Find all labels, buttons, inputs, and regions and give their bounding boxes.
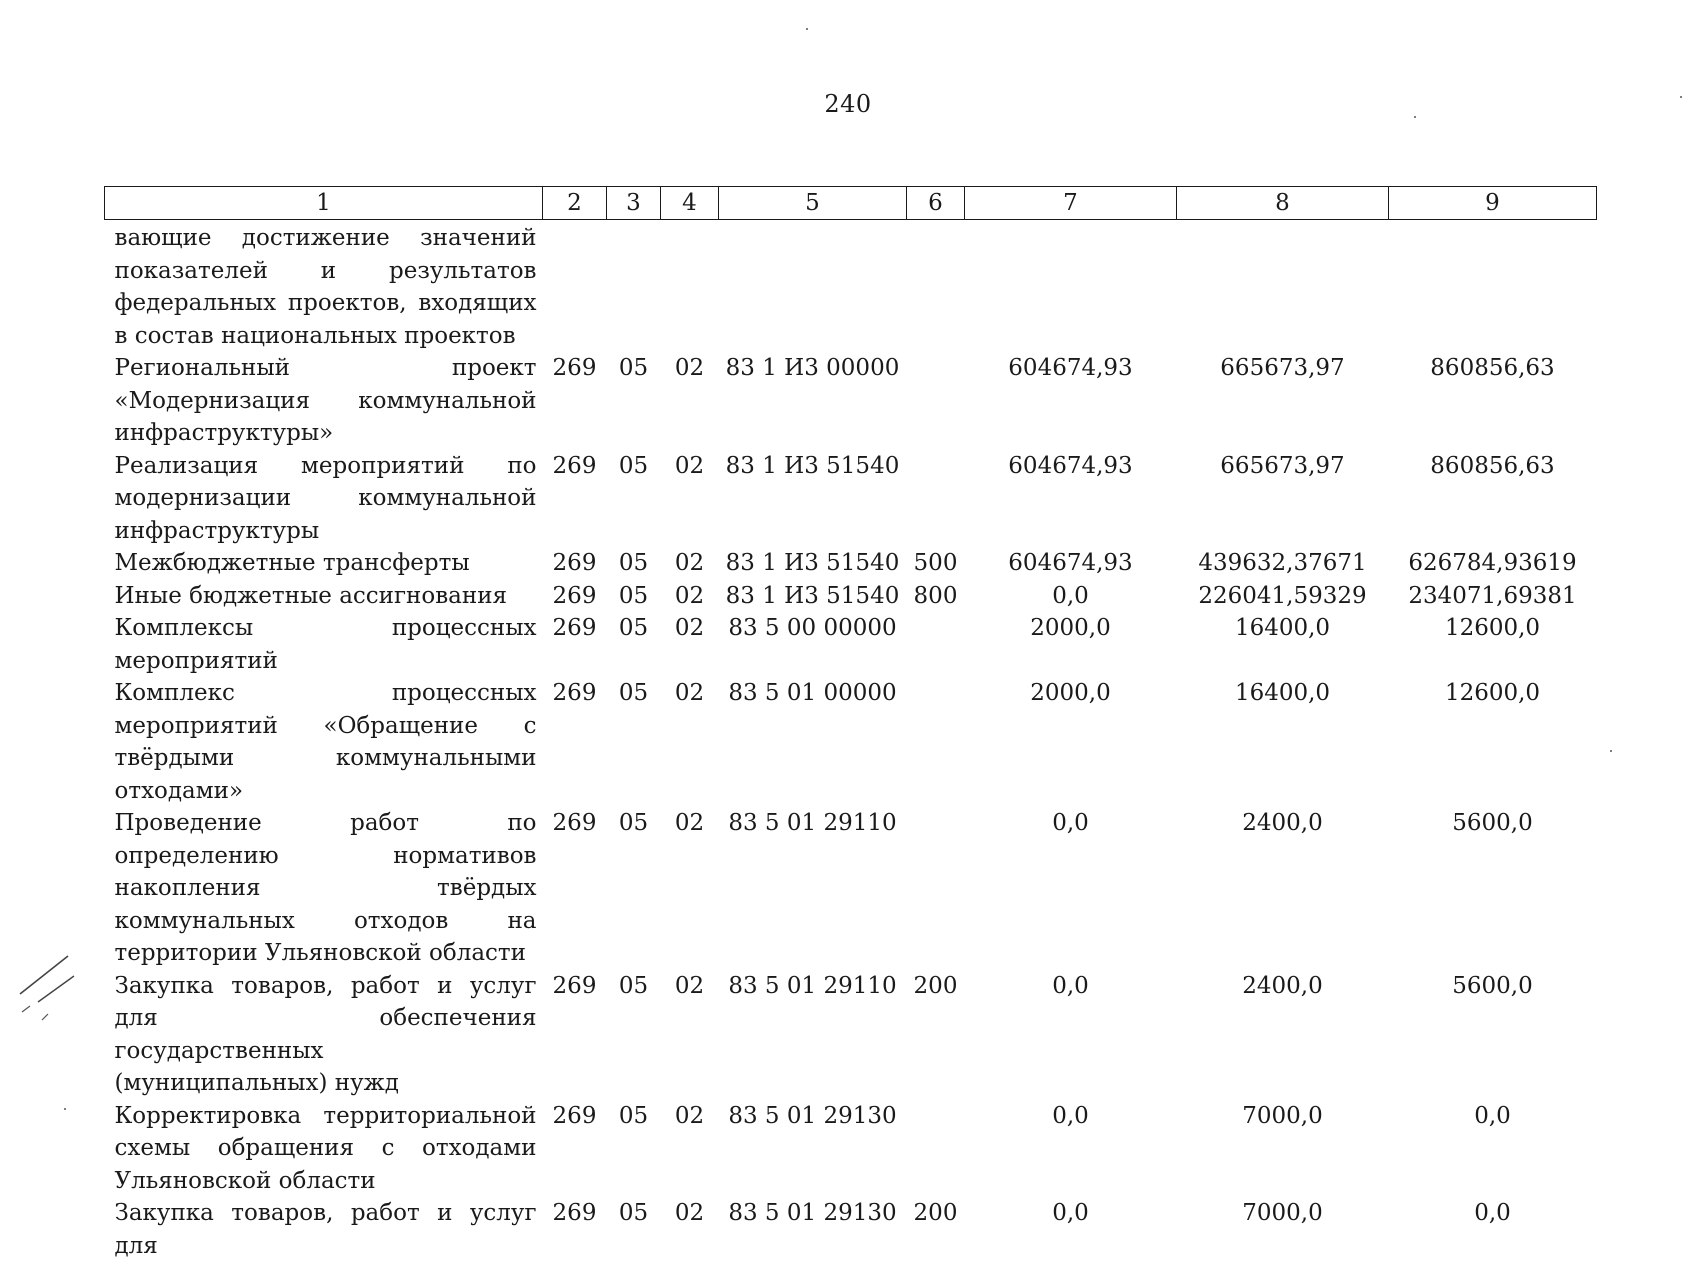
row-target-article: 83 5 01 29110 bbox=[719, 970, 907, 1100]
row-expense-type bbox=[907, 807, 965, 970]
row-expense-type: 800 bbox=[907, 580, 965, 613]
handwritten-pen-mark bbox=[14, 950, 94, 1030]
row-target-article: 83 5 01 29130 bbox=[719, 1197, 907, 1262]
row-ministry-code: 269 bbox=[543, 612, 607, 677]
scan-speck bbox=[1610, 750, 1612, 752]
row-amount-col9: 5600,0 bbox=[1389, 970, 1597, 1100]
row-name: Реализация мероприятий по модернизации коммунальной инфраструктуры bbox=[105, 450, 543, 548]
table-row bbox=[105, 547, 1597, 580]
row-name: Межбюджетные трансферты bbox=[105, 547, 543, 580]
row-subsection-code: 02 bbox=[661, 352, 719, 450]
row-subsection-code: 02 bbox=[661, 970, 719, 1100]
page-number: 240 bbox=[0, 90, 1696, 118]
table-row bbox=[105, 612, 1597, 677]
row-expense-type bbox=[907, 612, 965, 677]
row-expense-type bbox=[907, 352, 965, 450]
row-amount-col7: 2000,0 bbox=[965, 612, 1177, 677]
row-section-code: 05 bbox=[607, 970, 661, 1100]
row-amount-col8 bbox=[1177, 220, 1389, 353]
row-name: Корректировка территориальной схемы обращения с отходами Ульяновской области bbox=[105, 1100, 543, 1198]
budget-table bbox=[104, 186, 1597, 1262]
row-amount-col8: 226041,59329 bbox=[1177, 580, 1389, 613]
row-amount-col7: 604674,93 bbox=[965, 547, 1177, 580]
row-target-article: 83 1 И3 00000 bbox=[719, 352, 907, 450]
row-name: вающие достижение значений показателей и результатов федеральных проектов, входящих в состав национальных проектов bbox=[105, 220, 543, 353]
row-expense-type: 200 bbox=[907, 970, 965, 1100]
row-ministry-code: 269 bbox=[543, 677, 607, 807]
row-expense-type: 500 bbox=[907, 547, 965, 580]
scan-speck bbox=[1414, 116, 1416, 118]
row-amount-col9 bbox=[1389, 220, 1597, 353]
row-amount-col9: 5600,0 bbox=[1389, 807, 1597, 970]
row-amount-col9: 626784,93619 bbox=[1389, 547, 1597, 580]
row-amount-col9: 0,0 bbox=[1389, 1100, 1597, 1198]
row-amount-col9: 12600,0 bbox=[1389, 677, 1597, 807]
row-target-article: 83 1 И3 51540 bbox=[719, 450, 907, 548]
row-ministry-code: 269 bbox=[543, 1197, 607, 1262]
header-col-8: 8 bbox=[1177, 187, 1389, 220]
row-target-article: 83 5 01 29130 bbox=[719, 1100, 907, 1198]
row-name: Комплекс процессных мероприятий «Обращение с твёрдыми коммунальными отходами» bbox=[105, 677, 543, 807]
row-amount-col8: 7000,0 bbox=[1177, 1197, 1389, 1262]
row-section-code bbox=[607, 220, 661, 353]
table-row bbox=[105, 970, 1597, 1100]
row-amount-col9: 0,0 bbox=[1389, 1197, 1597, 1262]
row-amount-col7 bbox=[965, 220, 1177, 353]
header-col-4: 4 bbox=[661, 187, 719, 220]
row-subsection-code: 02 bbox=[661, 1100, 719, 1198]
row-amount-col7: 0,0 bbox=[965, 580, 1177, 613]
table-row bbox=[105, 807, 1597, 970]
row-name: Комплексы процессных мероприятий bbox=[105, 612, 543, 677]
header-col-1: 1 bbox=[105, 187, 543, 220]
row-amount-col7: 0,0 bbox=[965, 1197, 1177, 1262]
row-amount-col8: 16400,0 bbox=[1177, 612, 1389, 677]
row-amount-col8: 2400,0 bbox=[1177, 807, 1389, 970]
table-row bbox=[105, 580, 1597, 613]
row-target-article: 83 5 01 00000 bbox=[719, 677, 907, 807]
row-amount-col8: 665673,97 bbox=[1177, 352, 1389, 450]
header-col-3: 3 bbox=[607, 187, 661, 220]
header-col-6: 6 bbox=[907, 187, 965, 220]
row-name: Иные бюджетные ассигнования bbox=[105, 580, 543, 613]
row-amount-col8: 665673,97 bbox=[1177, 450, 1389, 548]
row-target-article: 83 5 00 00000 bbox=[719, 612, 907, 677]
row-target-article: 83 1 И3 51540 bbox=[719, 580, 907, 613]
row-amount-col7: 0,0 bbox=[965, 970, 1177, 1100]
row-expense-type bbox=[907, 677, 965, 807]
row-section-code: 05 bbox=[607, 450, 661, 548]
row-expense-type bbox=[907, 450, 965, 548]
row-subsection-code: 02 bbox=[661, 1197, 719, 1262]
row-ministry-code: 269 bbox=[543, 547, 607, 580]
row-amount-col9: 12600,0 bbox=[1389, 612, 1597, 677]
row-target-article: 83 1 И3 51540 bbox=[719, 547, 907, 580]
header-col-2: 2 bbox=[543, 187, 607, 220]
row-expense-type bbox=[907, 220, 965, 353]
table-row bbox=[105, 677, 1597, 807]
scan-speck bbox=[64, 1108, 66, 1110]
row-name: Региональный проект «Модернизация коммунальной инфраструктуры» bbox=[105, 352, 543, 450]
table-row bbox=[105, 1197, 1597, 1262]
row-amount-col9: 860856,63 bbox=[1389, 352, 1597, 450]
table-header bbox=[105, 187, 1597, 220]
row-name: Проведение работ по определению нормативов накопления твёрдых коммунальных отходов на территории Ульяновской области bbox=[105, 807, 543, 970]
row-target-article bbox=[719, 220, 907, 353]
row-subsection-code: 02 bbox=[661, 547, 719, 580]
header-col-9: 9 bbox=[1389, 187, 1597, 220]
table-row bbox=[105, 352, 1597, 450]
scan-speck bbox=[1680, 96, 1682, 98]
row-target-article: 83 5 01 29110 bbox=[719, 807, 907, 970]
table-row bbox=[105, 450, 1597, 548]
row-subsection-code: 02 bbox=[661, 612, 719, 677]
row-amount-col9: 234071,69381 bbox=[1389, 580, 1597, 613]
row-amount-col7: 2000,0 bbox=[965, 677, 1177, 807]
row-subsection-code: 02 bbox=[661, 807, 719, 970]
row-name: Закупка товаров, работ и услуг для обеспечения государственных (муниципальных) нужд bbox=[105, 970, 543, 1100]
table-row bbox=[105, 1100, 1597, 1198]
row-section-code: 05 bbox=[607, 1100, 661, 1198]
row-ministry-code: 269 bbox=[543, 450, 607, 548]
row-section-code: 05 bbox=[607, 677, 661, 807]
row-subsection-code bbox=[661, 220, 719, 353]
row-ministry-code: 269 bbox=[543, 807, 607, 970]
row-expense-type bbox=[907, 1100, 965, 1198]
scan-speck bbox=[806, 28, 808, 30]
row-expense-type: 200 bbox=[907, 1197, 965, 1262]
header-row bbox=[105, 187, 1597, 220]
row-name: Закупка товаров, работ и услуг для bbox=[105, 1197, 543, 1262]
row-amount-col7: 604674,93 bbox=[965, 352, 1177, 450]
row-section-code: 05 bbox=[607, 1197, 661, 1262]
row-amount-col7: 0,0 bbox=[965, 807, 1177, 970]
row-ministry-code: 269 bbox=[543, 1100, 607, 1198]
row-section-code: 05 bbox=[607, 807, 661, 970]
row-amount-col8: 7000,0 bbox=[1177, 1100, 1389, 1198]
row-amount-col7: 0,0 bbox=[965, 1100, 1177, 1198]
row-amount-col8: 16400,0 bbox=[1177, 677, 1389, 807]
table-body bbox=[105, 220, 1597, 1262]
row-section-code: 05 bbox=[607, 352, 661, 450]
row-ministry-code: 269 bbox=[543, 352, 607, 450]
row-subsection-code: 02 bbox=[661, 450, 719, 548]
row-ministry-code: 269 bbox=[543, 580, 607, 613]
row-amount-col8: 439632,37671 bbox=[1177, 547, 1389, 580]
row-section-code: 05 bbox=[607, 612, 661, 677]
header-col-5: 5 bbox=[719, 187, 907, 220]
row-subsection-code: 02 bbox=[661, 580, 719, 613]
table-row bbox=[105, 220, 1597, 353]
row-amount-col7: 604674,93 bbox=[965, 450, 1177, 548]
row-amount-col9: 860856,63 bbox=[1389, 450, 1597, 548]
row-ministry-code bbox=[543, 220, 607, 353]
row-amount-col8: 2400,0 bbox=[1177, 970, 1389, 1100]
row-section-code: 05 bbox=[607, 547, 661, 580]
row-section-code: 05 bbox=[607, 580, 661, 613]
row-subsection-code: 02 bbox=[661, 677, 719, 807]
row-ministry-code: 269 bbox=[543, 970, 607, 1100]
header-col-7: 7 bbox=[965, 187, 1177, 220]
